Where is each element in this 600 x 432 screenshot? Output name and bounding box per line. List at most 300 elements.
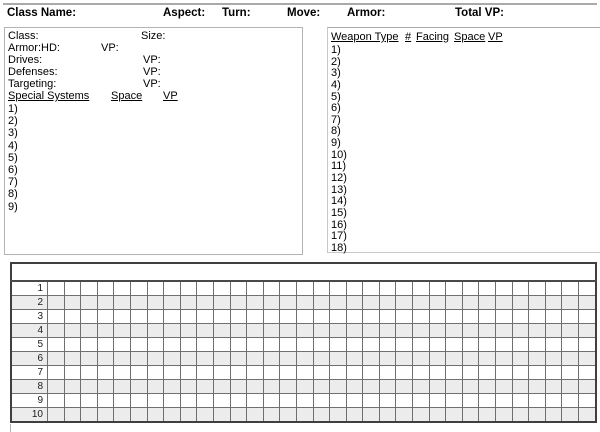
weapon-line: 14): [331, 195, 347, 208]
damage-grid-cell: [164, 380, 181, 394]
damage-grid-cell: [81, 394, 98, 408]
damage-grid-cell: [396, 366, 413, 380]
size-label: Size:: [141, 30, 166, 42]
damage-grid-cell: [462, 338, 479, 352]
damage-grid-cell: [114, 408, 131, 423]
targeting-label: Targeting:: [8, 78, 57, 90]
damage-grid-cell: [396, 296, 413, 310]
damage-grid-cell: [429, 394, 446, 408]
damage-grid-cell: [379, 380, 396, 394]
damage-grid-cell: [164, 366, 181, 380]
damage-grid-cell: [130, 310, 147, 324]
special-system-line: 4): [8, 139, 18, 152]
damage-grid-cell: [213, 296, 230, 310]
weapon-line: 18): [331, 241, 347, 254]
damage-grid-cell: [462, 310, 479, 324]
damage-grid-cell: [330, 394, 347, 408]
damage-grid-cell: [213, 324, 230, 338]
damage-grid-cell: [579, 296, 596, 310]
damage-grid-cell: [130, 366, 147, 380]
damage-grid-cell: [562, 380, 579, 394]
damage-grid-cell: [396, 380, 413, 394]
damage-grid-cell: [529, 380, 546, 394]
damage-grid: [10, 262, 597, 423]
damage-grid-cell: [396, 310, 413, 324]
damage-grid-cell: [130, 352, 147, 366]
damage-grid-cell: [180, 394, 197, 408]
damage-grid-cell: [379, 338, 396, 352]
damage-grid-cell: [280, 380, 297, 394]
damage-grid-cell: [130, 408, 147, 423]
damage-grid-cell: [263, 281, 280, 296]
damage-grid-cell: [213, 352, 230, 366]
damage-grid-cell: [330, 310, 347, 324]
damage-grid-cell: [396, 281, 413, 296]
damage-grid-cell: [579, 380, 596, 394]
damage-grid-cell: [147, 338, 164, 352]
damage-grid-cell: [296, 281, 313, 296]
damage-grid-cell: [114, 394, 131, 408]
damage-grid-cell: [346, 394, 363, 408]
special-space-header: Space: [111, 90, 143, 102]
move-label: Move:: [287, 7, 321, 19]
damage-grid-cell: [496, 352, 513, 366]
damage-grid-cell: [446, 380, 463, 394]
damage-grid-cell: [213, 338, 230, 352]
damage-grid-cell: [280, 394, 297, 408]
damage-grid-cell: [48, 310, 65, 324]
targeting-vp-label: VP:: [143, 78, 161, 90]
damage-grid-cell: [180, 296, 197, 310]
damage-grid-cell: [413, 366, 430, 380]
armor-hd-label: Armor:HD:: [8, 42, 60, 54]
damage-grid-cell: [379, 310, 396, 324]
damage-grid-cell: [363, 394, 380, 408]
damage-grid-cell: [446, 394, 463, 408]
damage-grid-cell: [313, 380, 330, 394]
damage-grid-cell: [379, 324, 396, 338]
damage-grid-cell: [164, 296, 181, 310]
damage-grid-cell: [579, 394, 596, 408]
weapon-line: 4): [331, 78, 341, 91]
damage-grid-cell: [562, 310, 579, 324]
damage-grid-cell: [446, 296, 463, 310]
damage-grid-cell: [114, 324, 131, 338]
damage-grid-cell: [114, 296, 131, 310]
damage-grid-cell: [363, 352, 380, 366]
damage-grid-cell: [479, 408, 496, 423]
damage-grid-cell: [280, 352, 297, 366]
damage-grid-cell: [48, 324, 65, 338]
damage-grid-cell: [230, 310, 247, 324]
damage-grid-cell: [313, 310, 330, 324]
damage-grid-cell: [462, 380, 479, 394]
damage-grid-cell: [429, 310, 446, 324]
damage-grid-row: [11, 310, 596, 324]
damage-grid-cell: [48, 296, 65, 310]
weapon-line: 8): [331, 125, 341, 138]
damage-grid-cell: [230, 352, 247, 366]
weapon-line: 17): [331, 230, 347, 243]
weapon-line: 12): [331, 172, 347, 185]
damage-grid-cell: [462, 296, 479, 310]
damage-grid-cell: [496, 408, 513, 423]
damage-grid-cell: [164, 408, 181, 423]
damage-grid-cell: [247, 296, 264, 310]
damage-grid-cell: [263, 394, 280, 408]
damage-grid-cell: [147, 281, 164, 296]
weapon-count-header: #: [405, 31, 412, 43]
damage-grid-cell: [529, 366, 546, 380]
damage-grid-cell: [346, 408, 363, 423]
damage-grid-cell: [197, 408, 214, 423]
damage-grid-row-label: 8: [11, 380, 48, 394]
damage-grid-cell: [379, 352, 396, 366]
damage-grid-cell: [429, 408, 446, 423]
damage-grid-cell: [330, 296, 347, 310]
special-system-line: 6): [8, 163, 18, 176]
damage-grid-cell: [64, 394, 81, 408]
damage-grid-cell: [512, 366, 529, 380]
damage-grid-cell: [180, 324, 197, 338]
damage-grid-cell: [529, 296, 546, 310]
damage-grid-cell: [479, 296, 496, 310]
damage-grid-row-label: 5: [11, 338, 48, 352]
damage-grid-cell: [247, 338, 264, 352]
damage-grid-table: [10, 262, 597, 423]
damage-grid-cell: [130, 394, 147, 408]
drives-vp-label: VP:: [143, 54, 161, 66]
damage-grid-cell: [413, 296, 430, 310]
damage-grid-cell: [180, 281, 197, 296]
damage-grid-cell: [429, 296, 446, 310]
damage-grid-cell: [562, 296, 579, 310]
damage-grid-cell: [313, 394, 330, 408]
damage-grid-cell: [180, 310, 197, 324]
damage-grid-cell: [330, 408, 347, 423]
damage-grid-cell: [197, 281, 214, 296]
damage-grid-cell: [64, 408, 81, 423]
damage-grid-cell: [114, 352, 131, 366]
damage-grid-row: [11, 296, 596, 310]
armor-label: Armor:: [347, 7, 386, 19]
damage-grid-cell: [64, 324, 81, 338]
damage-grid-cell: [81, 352, 98, 366]
damage-grid-row-label: 10: [11, 408, 48, 423]
damage-grid-cell: [164, 324, 181, 338]
weapon-line: 5): [331, 90, 341, 103]
damage-grid-row: [11, 281, 596, 296]
damage-grid-cell: [296, 394, 313, 408]
damage-grid-cell: [479, 324, 496, 338]
special-system-line: 7): [8, 176, 18, 189]
damage-grid-cell: [263, 338, 280, 352]
damage-grid-cell: [280, 408, 297, 423]
damage-grid-cell: [446, 324, 463, 338]
damage-grid-cell: [313, 338, 330, 352]
damage-grid-cell: [247, 380, 264, 394]
damage-grid-cell: [213, 366, 230, 380]
damage-grid-cell: [147, 310, 164, 324]
damage-grid-cell: [81, 366, 98, 380]
special-system-line: 3): [8, 127, 18, 140]
damage-grid-row: [11, 324, 596, 338]
damage-grid-cell: [346, 281, 363, 296]
damage-grid-cell: [462, 394, 479, 408]
weapon-line: 16): [331, 218, 347, 231]
damage-grid-cell: [97, 352, 114, 366]
damage-grid-cell: [230, 394, 247, 408]
damage-grid-cell: [413, 338, 430, 352]
damage-grid-cell: [529, 352, 546, 366]
damage-grid-cell: [247, 366, 264, 380]
damage-grid-cell: [230, 296, 247, 310]
damage-grid-cell: [429, 324, 446, 338]
damage-grid-cell: [97, 324, 114, 338]
damage-grid-cell: [496, 310, 513, 324]
weapon-line: 10): [331, 148, 347, 161]
damage-grid-cell: [545, 338, 562, 352]
damage-grid-cell: [429, 338, 446, 352]
damage-grid-cell: [446, 352, 463, 366]
damage-grid-cell: [81, 296, 98, 310]
damage-grid-cell: [446, 338, 463, 352]
damage-grid-cell: [545, 394, 562, 408]
damage-grid-cell: [346, 296, 363, 310]
damage-grid-cell: [48, 281, 65, 296]
damage-grid-cell: [496, 394, 513, 408]
weapon-line: 1): [331, 44, 341, 56]
damage-grid-cell: [64, 352, 81, 366]
damage-grid-cell: [363, 324, 380, 338]
damage-grid-cell: [197, 338, 214, 352]
damage-grid-cell: [429, 380, 446, 394]
damage-grid-cell: [479, 352, 496, 366]
damage-grid-cell: [147, 408, 164, 423]
damage-grid-cell: [413, 310, 430, 324]
weapon-line: 9): [331, 137, 341, 150]
damage-grid-cell: [296, 352, 313, 366]
damage-grid-cell: [346, 380, 363, 394]
damage-grid-cell: [429, 352, 446, 366]
ship-stats-box: [4, 27, 303, 255]
damage-grid-cell: [579, 366, 596, 380]
damage-grid-cell: [213, 394, 230, 408]
damage-grid-cell: [529, 324, 546, 338]
damage-grid-row-label: 1: [11, 281, 48, 296]
damage-grid-cell: [396, 352, 413, 366]
damage-grid-cell: [81, 310, 98, 324]
damage-grid-cell: [396, 394, 413, 408]
weapon-facing-header: Facing: [416, 31, 450, 43]
damage-grid-cell: [462, 352, 479, 366]
damage-grid-cell: [247, 408, 264, 423]
damage-grid-cell: [313, 352, 330, 366]
drives-label: Drives:: [8, 54, 43, 66]
damage-grid-cell: [296, 296, 313, 310]
damage-grid-cell: [330, 338, 347, 352]
damage-grid-cell: [529, 338, 546, 352]
weapon-line: 6): [331, 102, 341, 115]
damage-grid-cell: [512, 352, 529, 366]
total-vp-label: Total VP:: [455, 7, 504, 19]
class-name-label: Class Name:: [7, 7, 77, 19]
damage-grid-cell: [363, 366, 380, 380]
damage-grid-cell: [579, 352, 596, 366]
armor-vp-label: VP:: [101, 42, 119, 54]
damage-grid-cell: [296, 324, 313, 338]
damage-grid-cell: [545, 324, 562, 338]
damage-grid-cell: [562, 394, 579, 408]
damage-grid-cell: [512, 408, 529, 423]
damage-grid-cell: [479, 310, 496, 324]
damage-grid-cell: [97, 310, 114, 324]
damage-grid-cell: [263, 352, 280, 366]
damage-grid-cell: [280, 310, 297, 324]
damage-grid-cell: [81, 338, 98, 352]
damage-grid-row: [11, 338, 596, 352]
damage-grid-row: [11, 366, 596, 380]
damage-grid-cell: [230, 380, 247, 394]
turn-label: Turn:: [222, 7, 251, 19]
damage-grid-cell: [230, 281, 247, 296]
special-system-line: 2): [8, 115, 18, 128]
damage-grid-cell: [363, 338, 380, 352]
damage-grid-cell: [48, 380, 65, 394]
damage-grid-cell: [562, 352, 579, 366]
damage-grid-row-label: 7: [11, 366, 48, 380]
damage-grid-cell: [512, 281, 529, 296]
special-vp-header: VP: [163, 90, 178, 102]
damage-grid-cell: [296, 408, 313, 423]
damage-grid-cell: [97, 380, 114, 394]
damage-grid-cell: [413, 281, 430, 296]
damage-grid-cell: [346, 324, 363, 338]
weapon-line: 2): [331, 55, 341, 68]
damage-grid-row-label: 3: [11, 310, 48, 324]
damage-grid-cell: [280, 366, 297, 380]
special-system-line: 1): [8, 103, 18, 115]
damage-grid-cell: [180, 366, 197, 380]
damage-grid-cell: [197, 296, 214, 310]
damage-grid-cell: [379, 281, 396, 296]
weapon-space-header: Space: [454, 31, 486, 43]
class-label: Class:: [8, 30, 39, 42]
damage-grid-cell: [147, 366, 164, 380]
next-grid-stub: [10, 424, 11, 432]
damage-grid-cell: [479, 380, 496, 394]
damage-grid-cell: [579, 408, 596, 423]
damage-grid-cell: [230, 324, 247, 338]
damage-grid-cell: [529, 408, 546, 423]
damage-grid-cell: [562, 324, 579, 338]
damage-grid-cell: [413, 324, 430, 338]
damage-grid-row-label: 9: [11, 394, 48, 408]
damage-grid-row-label: 6: [11, 352, 48, 366]
damage-grid-cell: [363, 310, 380, 324]
damage-grid-cell: [64, 310, 81, 324]
damage-grid-cell: [296, 338, 313, 352]
damage-grid-cell: [512, 380, 529, 394]
damage-grid-cell: [97, 394, 114, 408]
damage-grid-header-cell: [11, 263, 596, 281]
damage-grid-cell: [164, 338, 181, 352]
damage-grid-cell: [446, 366, 463, 380]
damage-grid-cell: [545, 352, 562, 366]
weapon-line: 7): [331, 113, 341, 126]
damage-grid-cell: [479, 338, 496, 352]
damage-grid-cell: [180, 380, 197, 394]
damage-grid-cell: [462, 408, 479, 423]
damage-grid-cell: [263, 408, 280, 423]
damage-grid-cell: [64, 366, 81, 380]
damage-grid-cell: [545, 296, 562, 310]
damage-grid-cell: [64, 281, 81, 296]
damage-grid-cell: [213, 380, 230, 394]
damage-grid-cell: [496, 380, 513, 394]
damage-grid-cell: [280, 296, 297, 310]
damage-grid-cell: [48, 366, 65, 380]
damage-grid-cell: [496, 366, 513, 380]
damage-grid-cell: [562, 338, 579, 352]
damage-grid-cell: [579, 324, 596, 338]
damage-grid-cell: [280, 281, 297, 296]
damage-grid-cell: [97, 296, 114, 310]
damage-grid-cell: [97, 281, 114, 296]
damage-grid-cell: [396, 338, 413, 352]
damage-grid-cell: [413, 380, 430, 394]
damage-grid-cell: [396, 408, 413, 423]
damage-grid-cell: [213, 408, 230, 423]
damage-grid-cell: [164, 310, 181, 324]
damage-grid-cell: [130, 324, 147, 338]
damage-grid-cell: [130, 296, 147, 310]
damage-grid-cell: [97, 366, 114, 380]
damage-grid-cell: [446, 310, 463, 324]
damage-grid-cell: [247, 352, 264, 366]
damage-grid-cell: [496, 338, 513, 352]
damage-grid-cell: [512, 296, 529, 310]
damage-grid-cell: [529, 394, 546, 408]
damage-grid-cell: [230, 408, 247, 423]
damage-grid-cell: [512, 324, 529, 338]
weapon-type-header: Weapon Type: [331, 31, 399, 43]
damage-grid-cell: [579, 310, 596, 324]
damage-grid-cell: [313, 281, 330, 296]
damage-grid-cell: [64, 380, 81, 394]
damage-grid-cell: [363, 408, 380, 423]
damage-grid-cell: [296, 380, 313, 394]
damage-grid-cell: [545, 281, 562, 296]
damage-grid-row-label: 2: [11, 296, 48, 310]
special-systems-lines: [8, 103, 18, 213]
damage-grid-cell: [263, 310, 280, 324]
damage-grid-cell: [363, 380, 380, 394]
damage-grid-cell: [197, 366, 214, 380]
damage-grid-cell: [197, 310, 214, 324]
damage-grid-cell: [247, 281, 264, 296]
damage-grid-cell: [48, 352, 65, 366]
damage-grid-cell: [446, 408, 463, 423]
damage-grid-cell: [379, 408, 396, 423]
damage-grid-cell: [97, 408, 114, 423]
damage-grid-cell: [330, 380, 347, 394]
damage-grid-cell: [147, 394, 164, 408]
damage-grid-cell: [213, 281, 230, 296]
damage-grid-cell: [462, 281, 479, 296]
damage-grid-cell: [413, 408, 430, 423]
damage-grid-cell: [164, 281, 181, 296]
